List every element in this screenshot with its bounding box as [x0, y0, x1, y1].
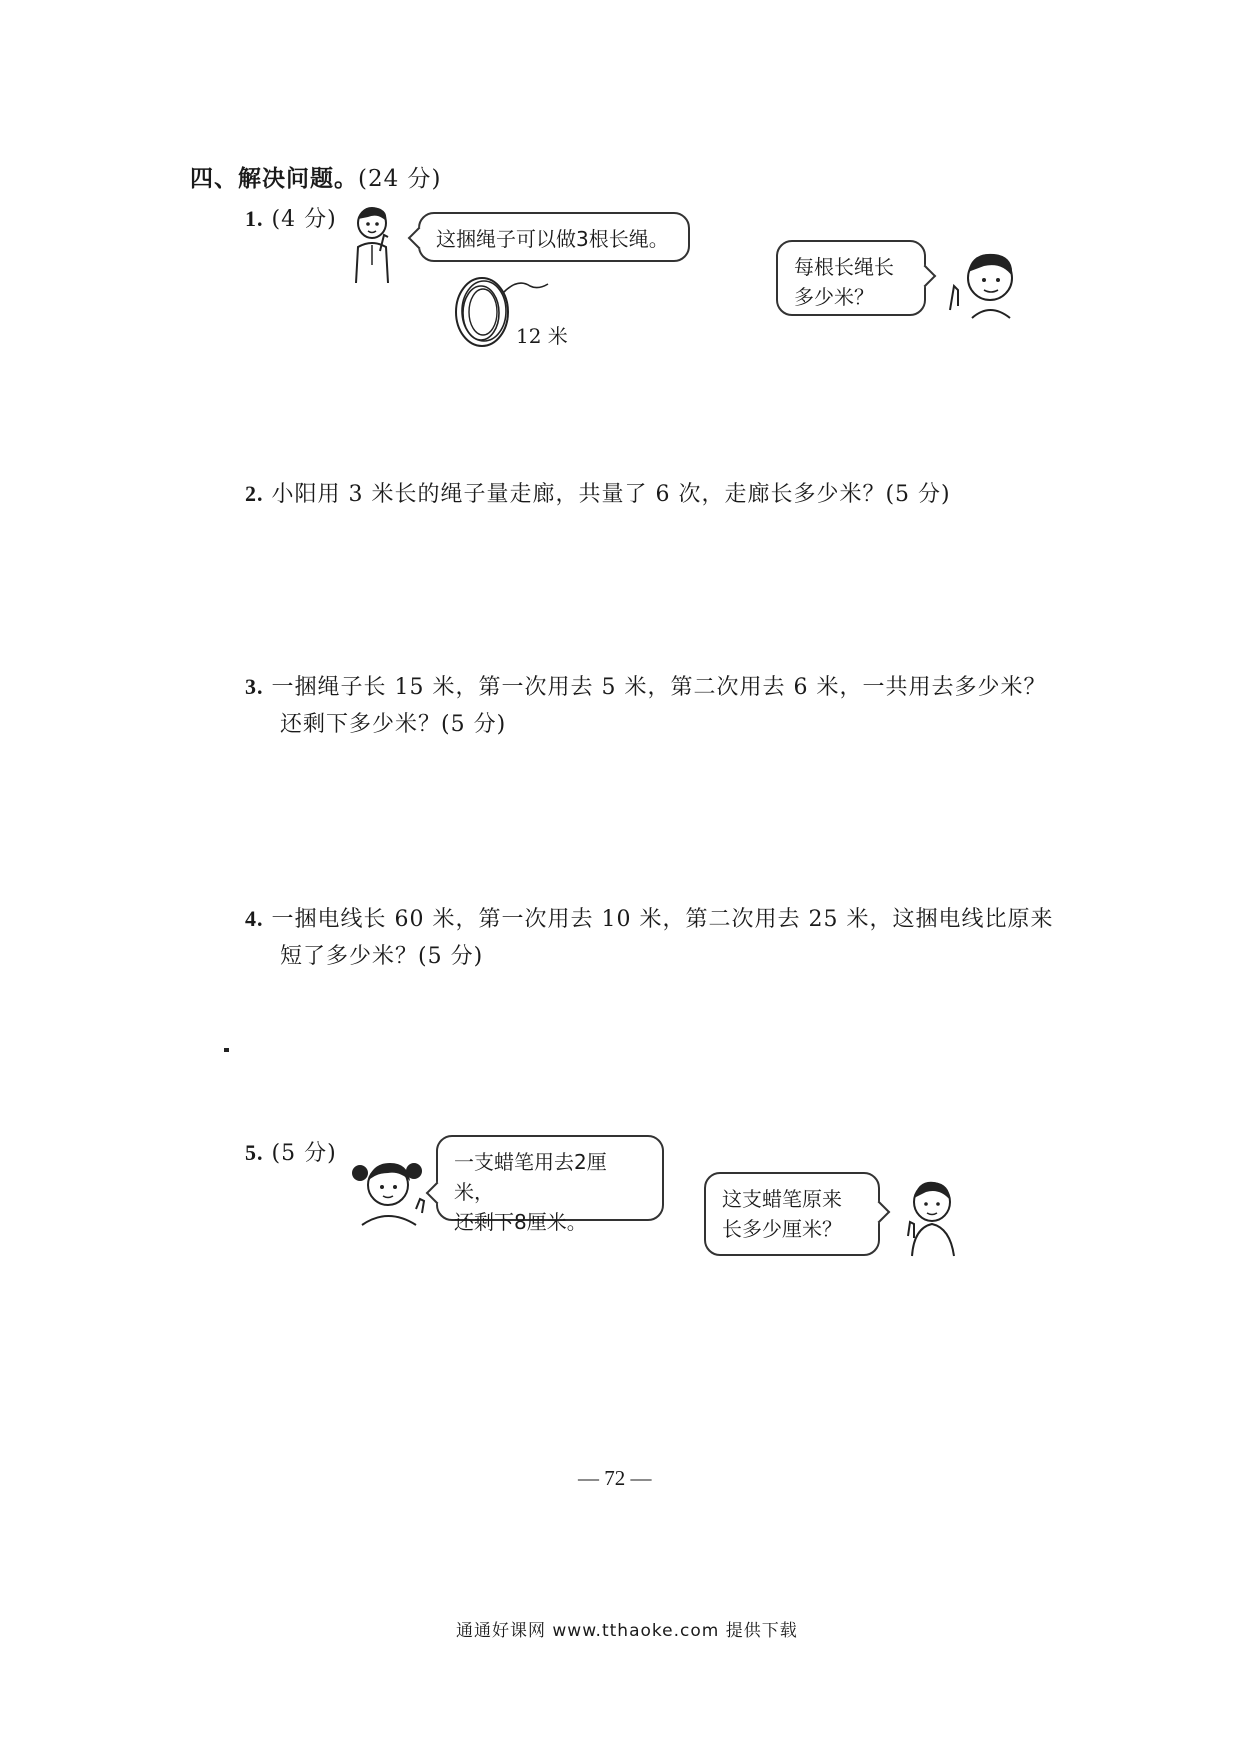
bubble-line-1: 这支蜡笔原来	[722, 1187, 842, 1211]
bubble-text: 这捆绳子可以做3根长绳。	[436, 227, 669, 251]
question-points: (4 分)	[271, 207, 337, 232]
footer-credit: 通通好课网 www.tthaoke.com 提供下载	[456, 1621, 798, 1641]
bubble-line-2: 还剩下8厘米。	[454, 1210, 587, 1234]
question-3	[245, 668, 1046, 707]
speech-bubble-left	[418, 212, 690, 262]
question-number: 3.	[245, 674, 264, 699]
question-text: 小阳用 3 米长的绳子量走廊，共量了 6 次，走廊长多少米？(5 分)	[271, 482, 951, 507]
boy-pointing-illustration	[944, 250, 1024, 320]
speech-bubble-right	[704, 1172, 880, 1256]
section-title-text: 四、解决问题。	[190, 165, 358, 192]
question-text-line-1: 一捆绳子长 15 米，第一次用去 5 米，第二次用去 6 米，一共用去多少米？	[271, 675, 1047, 700]
girl-illustration	[350, 1155, 430, 1227]
question-4	[245, 900, 1053, 939]
question-number: 1.	[245, 206, 264, 231]
speech-bubble-right	[776, 240, 926, 316]
question-2	[245, 475, 951, 514]
boy-thinking-illustration	[898, 1178, 962, 1258]
question-points: (5 分)	[271, 1141, 337, 1166]
bubble-line-1: 一支蜡笔用去2厘米，	[454, 1150, 607, 1204]
question-5-header	[245, 1134, 337, 1173]
question-number: 2.	[245, 481, 264, 506]
bubble-line-2: 长多少厘米？	[722, 1217, 842, 1241]
section-points: (24 分)	[358, 166, 442, 192]
question-text-line-1: 一捆电线长 60 米，第一次用去 10 米，第二次用去 25 米，这捆电线比原来	[271, 907, 1054, 932]
question-1-header	[245, 200, 337, 239]
scan-mark	[224, 1048, 229, 1052]
speech-bubble-left	[436, 1135, 664, 1234]
boy-illustration	[348, 205, 398, 285]
bubble-line-1: 每根长绳长	[794, 255, 894, 279]
question-number: 5.	[245, 1140, 264, 1165]
bubble-line-2: 多少米？	[794, 285, 874, 309]
question-number: 4.	[245, 906, 264, 931]
section-title	[190, 160, 442, 193]
question-3-line-2: 还剩下多少米？(5 分)	[280, 712, 507, 737]
rope-length-label: 12 米	[516, 324, 568, 348]
page-number: — 72 —	[578, 1466, 652, 1490]
question-4-line-2: 短了多少米？(5 分)	[280, 944, 484, 969]
